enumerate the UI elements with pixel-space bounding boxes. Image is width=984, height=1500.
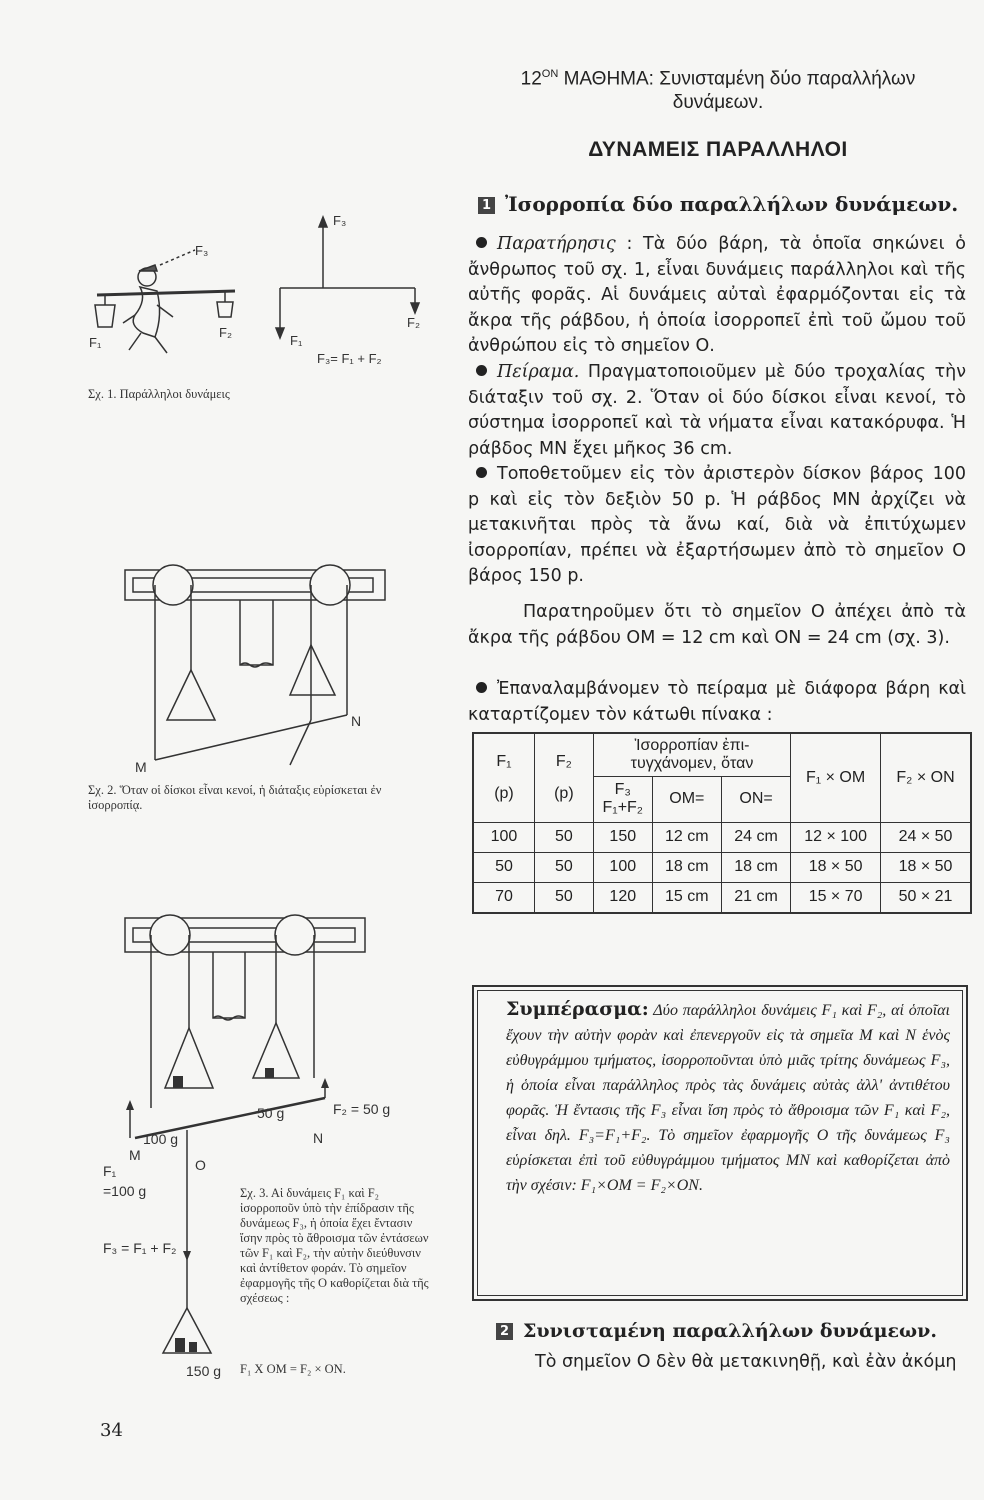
figure-3-caption: Σχ. 3. Αἱ δυνάμεις F₁ καὶ F₂ ἰσορροποῦν ὑπὸ τὴν ἐπίδρασιν τῆς δυνάμεως F₃, ἡ ὁποία ἔχει ἔντασιν ἴσην πρὸς τὸ ἄθροισμα τῶν ἐντάσεων τῶν F₁ καὶ F₂, τὴν αὐτὴν διεύθυνσιν καὶ ἀντίθετον φοράν. Τὸ σημεῖον ἐφαρμογῆς τῆς Ο καθορίζεται διὰ τῆς σχέσεως : bbox=[240, 1186, 429, 1305]
header-f2: F₂ (p) bbox=[534, 734, 593, 822]
fig3-f1-value-label: =100 g bbox=[103, 1183, 147, 1199]
figure-1 bbox=[85, 205, 425, 405]
repeat-text: Ἐπαναλαμβάνομεν τὸ πείραμα μὲ διάφορα βάρη καὶ καταρτίζομεν τὸν κάτωθι πίνακα : bbox=[468, 679, 966, 725]
fig3-f3-sum-label: F₃ = F₁ + F₂ bbox=[103, 1240, 177, 1256]
conclusion-text: Δύο παράλληλοι δυνάμεις F₁ καὶ F₂, αἱ ὁποῖαι ἔχουν τὴν αὐτὴν φορὰν καὶ ἐπενεργοῦν εἰς τὰ σημεῖα Μ καὶ Ν ἑνὸς εὐθυγράμμου τμήματος, ἰσορροποῦνται ὑπὸ μιᾶς τρίτης δυνάμεως F₃, ἡ ὁποία εἶναι παράλληλος πρὸς τὰς δυνάμεις αὐτὰς ἀλλ' ἀντιθέτου φορᾶς. Ἡ ἔντασις τῆς F₃ εἶναι ἴση πρὸς τὸ ἄθροισμα τῶν F₁ καὶ F₂, εἶναι δηλ. F₃=F₁+F₂. Τὸ σημεῖον ἐφαρμογῆς Ο τῆς δυνάμεως F₃ εὑρίσκεται ἐπὶ τοῦ εὐθυγράμμου τμήματος ΜΝ καὶ καθορίζεται ἀπὸ τὴν σχέσιν: F₁×ΟΜ = F₂×ΟΝ. bbox=[506, 1002, 950, 1194]
fig1-f2-diagram-label: F₂ bbox=[407, 315, 420, 330]
header-om: ΟΜ= bbox=[652, 776, 721, 822]
experiment-text: Πραγματοποιοῦμεν μὲ δύο τροχαλίας τὴν διάταξιν τοῦ σχ. 2. Ὅταν οἱ δύο δίσκοι εἶναι κενοί, τὸ σύστημα ἰσορροπεῖ καὶ τὰ νήματα εἶναι κατακόρυφα. Ἡ ράβδος ΜΝ ἔχει μῆκος 36 cm. bbox=[468, 362, 966, 459]
table-row: 100 50 150 12 cm 24 cm 12 × 100 24 × 50 bbox=[474, 822, 970, 852]
force-diagram bbox=[276, 217, 419, 338]
paragraph-weights bbox=[468, 462, 966, 590]
header-equilibrium: Ἰσορροπίαν ἐπι- τυγχάνομεν, ὅταν bbox=[593, 734, 790, 776]
header-f1-om: F₁ × ΟΜ bbox=[791, 734, 881, 822]
fig1-f1-diagram-label: F₁ bbox=[290, 333, 303, 348]
bullet-icon bbox=[476, 682, 487, 693]
conclusion-box bbox=[472, 985, 968, 1301]
chapter-title: ΔΥΝΑΜΕΙΣ ΠΑΡΑΛΛΗΛΟΙ bbox=[588, 138, 848, 161]
fig3-n-label: N bbox=[313, 1130, 324, 1146]
results-table-frame bbox=[472, 732, 972, 914]
fig1-f3-top-label: F₃ bbox=[333, 213, 347, 228]
lesson-number-sup: ΟΝ bbox=[541, 68, 559, 80]
figure-3-formula: F₁ X ΟΜ = F₂ × ΟΝ. bbox=[240, 1362, 346, 1376]
paragraph-experiment bbox=[468, 360, 966, 462]
conclusion-label: Συμπέρασμα: bbox=[506, 998, 649, 1020]
fig3-f2-label: F₂ = 50 g bbox=[333, 1101, 391, 1117]
weights-text: Τοποθετοῦμεν εἰς τὸν ἀριστερὸν δίσκον βάρος 100 p καὶ εἰς τὸν δεξιὸν 50 p. Ἡ ράβδος ΜΝ ἀρχίζει νὰ μετακινῆται πρὸς τὰ ἄνω καί, διὰ νὰ ἐπιτύχωμεν ἰσορροπίαν, πρέπει νὰ ἐξαρτήσωμεν ἀπὸ τὸ σημεῖον Ο βάρος 150 p. bbox=[468, 464, 966, 586]
bullet-icon bbox=[476, 237, 487, 248]
fig3-50g-label: 50 g bbox=[257, 1105, 285, 1121]
paragraph-distances: Παρατηροῦμεν ὅτι τὸ σημεῖον Ο ἀπέχει ἀπὸ τὰ ἄκρα τῆς ράβδου ΟΜ = 12 cm καὶ ΟΝ = 24 cm (σχ. 3). bbox=[468, 602, 966, 648]
fig3-m-label: M bbox=[129, 1147, 141, 1163]
fig3-150g-label: 150 g bbox=[186, 1363, 222, 1379]
header-on: ΟΝ= bbox=[721, 776, 790, 822]
fig1-sum-label: F₃= F₁ + F₂ bbox=[317, 351, 382, 366]
fig3-o-label: O bbox=[195, 1157, 206, 1173]
fig3-f1-label: F₁ bbox=[103, 1163, 117, 1179]
lesson-title-line2: δυνάμεων. bbox=[672, 92, 764, 114]
header-f1: F₁ (p) bbox=[474, 734, 534, 822]
experiment-lead: Πείραμα. bbox=[497, 362, 580, 382]
section2-title: Συνισταμένη παραλλήλων δυνάμεων. bbox=[523, 1320, 937, 1342]
lesson-header bbox=[468, 62, 968, 115]
fig2-n-label: N bbox=[351, 713, 362, 729]
bullet-icon bbox=[476, 365, 487, 376]
page-number: 34 bbox=[100, 1420, 123, 1441]
figure-3 bbox=[85, 908, 425, 1388]
section2-number: 2 bbox=[496, 1323, 513, 1340]
observation-text: : Τὰ δύο βάρη, τὰ ὁποῖα σηκώνει ὁ ἄνθρωπος τοῦ σχ. 1, εἶναι δυνάμεις παράλληλοι καὶ τῆς αὐτῆς φορᾶς. Αἱ δυνάμεις αὐταὶ ἐφαρμόζονται εἰς τὰ ἄκρα τῆς ράβδου, ἡ ὁποία ἰσορροπεῖ ἐπὶ τοῦ ὤμου τοῦ ἀνθρώπου εἰς τὸ σημεῖον Ο. bbox=[468, 234, 966, 356]
fig3-100g-label: 100 g bbox=[143, 1131, 179, 1147]
fig1-f2-man-label: F₂ bbox=[219, 325, 232, 340]
lesson-title-line1: ΜΑΘΗΜΑ: Συνισταμένη δύο παραλλήλων bbox=[563, 68, 916, 90]
section2-text: Τὸ σημεῖον Ο δὲν θὰ μετακινηθῇ, καὶ ἐὰν ἀκόμη bbox=[535, 1352, 957, 1372]
results-table bbox=[474, 734, 970, 912]
figure-2 bbox=[115, 560, 395, 780]
header-f3: F₃ F₁+F₂ bbox=[593, 776, 652, 822]
fig2-m-label: M bbox=[135, 759, 147, 775]
bullet-icon bbox=[476, 467, 487, 478]
paragraph-observation bbox=[468, 232, 966, 360]
header-f2-on: F₂ × ΟΝ bbox=[881, 734, 970, 822]
paragraph-repeat bbox=[468, 677, 966, 728]
section1-heading bbox=[478, 192, 968, 216]
section1-title: Ἰσορροπία δύο παραλλήλων δυνάμεων. bbox=[505, 192, 959, 216]
figure-1-caption: Σχ. 1. Παράλληλοι δυνάμεις bbox=[88, 387, 230, 401]
man-with-yoke-illustration bbox=[95, 250, 235, 353]
section1-number: 1 bbox=[478, 197, 495, 214]
section2-heading bbox=[496, 1320, 966, 1342]
observation-lead: Παρατήρησις bbox=[497, 234, 616, 254]
table-row: 70 50 120 15 cm 21 cm 15 × 70 50 × 21 bbox=[474, 882, 970, 912]
lesson-number: 12 bbox=[520, 68, 542, 90]
table-row: 50 50 100 18 cm 18 cm 18 × 50 18 × 50 bbox=[474, 852, 970, 882]
fig1-f1-man-label: F₁ bbox=[89, 335, 102, 350]
figure-2-caption: Σχ. 2. Ὅταν οἱ δίσκοι εἶναι κενοί, ἡ διάταξις εὑρίσκεται ἐν ἰσορροπίᾳ. bbox=[88, 783, 382, 812]
fig1-f3-man-label: F₃ bbox=[195, 243, 209, 258]
